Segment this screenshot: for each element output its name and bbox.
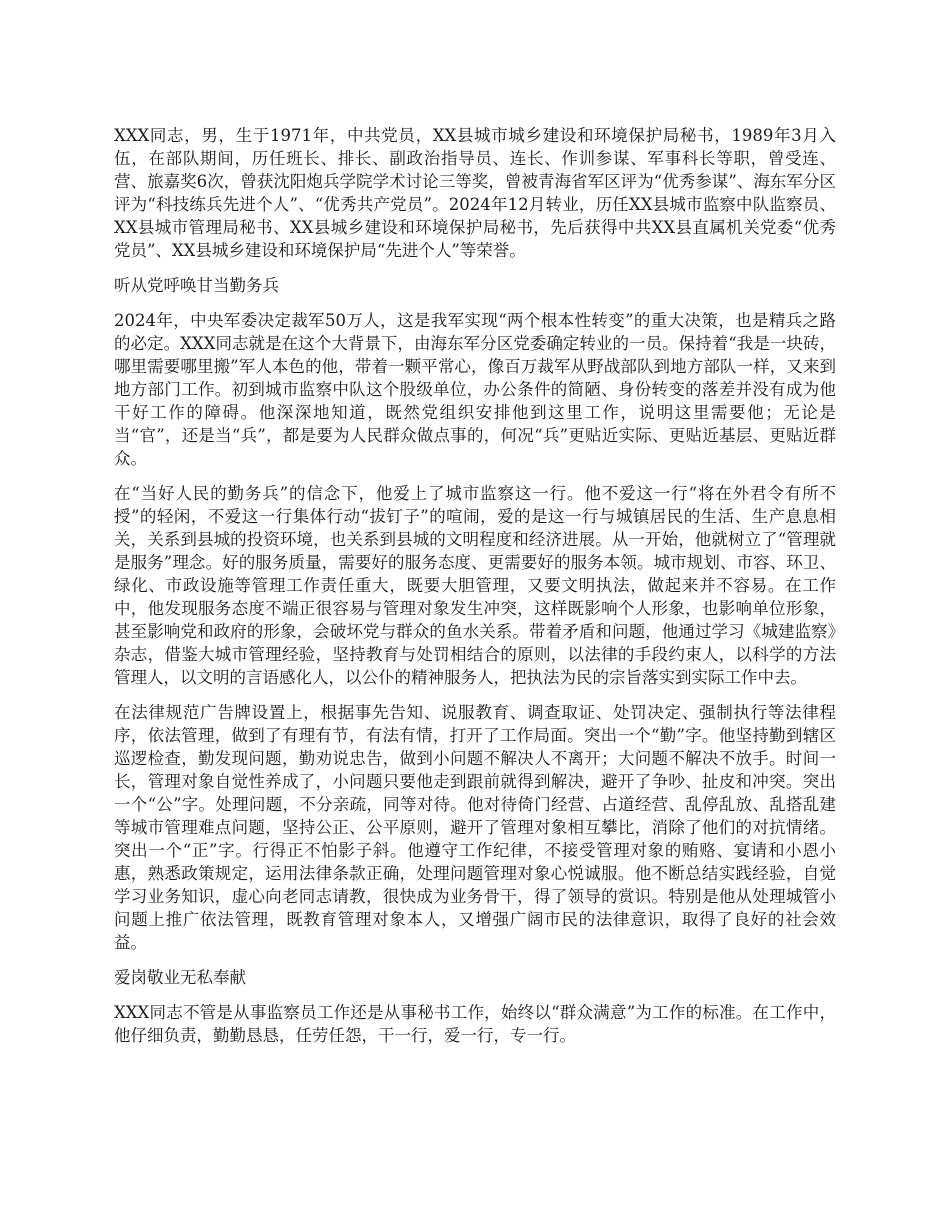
paragraph-intro: XXX同志，男，生于1971年，中共党员，XX县城市城乡建设和环境保护局秘书，1989年3月入伍，在部队期间，历任班长、排长、副政治指导员、连长、作训参谋、军事科长等职，曾受连、营、旅嘉奖6次，曾获沈阳炮兵学院学术讨论三等奖，曾被青海省军区评为“优秀参谋”、海东军分区评为“科技练兵先进个人”、“优秀共产党员”。2024年12月转业，历任XX县城市监察中队监察员、XX县城市管理局秘书、XX县城乡建设和环境保护局秘书，先后获得中共XX县直属机关党委“优秀党员”、XX县城乡建设和环境保护局“先进个人”等荣誉。 — [114, 126, 836, 260]
paragraph-5: XXX同志不管是从事监察员工作还是从事秘书工作，始终以“群众满意”为工作的标准。在工作中，他仔细负责，勤勤恳恳，任劳任怨，干一行，爱一行，专一行。 — [114, 1003, 836, 1045]
section-heading-1: 听从党呼唤甘当勤务兵 — [114, 276, 279, 295]
section-heading-2: 爱岗敬业无私奉献 — [114, 968, 246, 987]
paragraph-4: 在法律规范广告牌设置上，根据事先告知、说服教育、调查取证、处罚决定、强制执行等法律程序，依法管理，做到了有理有节，有法有情，打开了工作局面。突出一个“勤”字。他坚持勤到辖区巡逻检查，勤发现问题，勤劝说忠告，做到小问题不解决人不离开；大问题不解决不放手。时间一长，管理对象自觉性养成了，小问题只要他走到跟前就得到解决，避开了争吵、扯皮和冲突。突出一个“公”字。处理问题，不分亲疏，同等对待。他对待倚门经营、占道经营、乱停乱放、乱搭乱建等城市管理难点问题，坚持公正、公平原则，避开了管理对象相互攀比，消除了他们的对抗情绪。突出一个“正”字。行得正不怕影子斜。他遵守工作纪律，不接受管理对象的贿赂、宴请和小恩小惠，熟悉政策规定，运用法律条款正确，处理问题管理对象心悦诚服。他不断总结实践经验，自觉学习业务知识，虚心向老同志请教，很快成为业务骨干，得了领导的赏识。特别是他从处理城管小问题上推广依法管理，既教育管理对象本人，又增强广阔市民的法律意识，取得了良好的社会效益。 — [114, 703, 836, 952]
document-body — [114, 124, 836, 1059]
paragraph-3: 在“当好人民的勤务兵”的信念下，他爱上了城市监察这一行。他不爱这一行“将在外君令有所不授”的轻闲，不爱这一行集体行动“拔钉子”的喧闹，爱的是这一行与城镇居民的生活、生产息息相关，关系到县城的投资环境，也关系到县城的文明程度和经济进展。从一开始，他就树立了“管理就是服务”理念。好的服务质量，需要好的服务态度、更需要好的服务本领。城市规划、市容、环卫、绿化、市政设施等管理工作责任重大，既要大胆管理，又要文明执法，做起来并不容易。在工作中，他发现服务态度不端正很容易与管理对象发生冲突，这样既影响个人形象，也影响单位形象，甚至影响党和政府的形象，会破坏党与群众的鱼水关系。带着矛盾和问题，他通过学习《城建监察》杂志，借鉴大城市管理经验，坚持教育与处罚相结合的原则，以法律的手段约束人，以科学的方法管理人，以文明的言语感化人，以公仆的精神服务人，把执法为民的宗旨落实到实际工作中去。 — [114, 484, 836, 687]
paragraph-2: 2024年，中央军委决定裁军50万人，这是我军实现“两个根本性转变”的重大决策，也是精兵之路的必定。XXX同志就是在这个大背景下，由海东军分区党委确定转业的一员。保持着“我是一块砖，哪里需要哪里搬”军人本色的他，带着一颗平常心，像百万裁军从野战部队到地方部队一样，又来到地方部门工作。初到城市监察中队这个股级单位，办公条件的简陋、身份转变的落差并没有成为他干好工作的障碍。他深深地知道，既然党组织安排他到这里工作，说明这里需要他；无论是当“官”，还是当“兵”，都是要为人民群众做点事的，何况“兵”更贴近实际、更贴近基层、更贴近群众。 — [114, 311, 836, 468]
